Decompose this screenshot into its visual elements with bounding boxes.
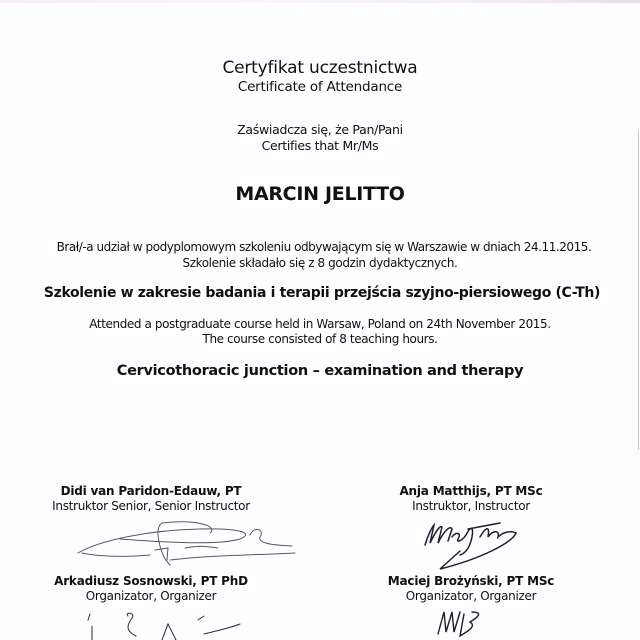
signatory-role: Instruktor Senior, Senior Instructor (52, 499, 250, 513)
signatory-organizer-2 (340, 574, 602, 604)
attendance-statement-polish-line-1: Brał/-a udział w podyplomowym szkoleniu odbywającym się w Warszawie w dniach 24.11.2015. (56, 240, 592, 254)
handwritten-signature-icon (80, 610, 280, 640)
signatory-role: Instruktor, Instructor (412, 499, 530, 513)
certifies-text-polish: Zaświadcza się, że Pan/Pani (237, 122, 403, 137)
certificate-title-polish: Certyfikat uczestnictwa (222, 58, 418, 78)
signatory-role: Organizator, Organizer (405, 589, 537, 603)
signatory-name: Maciej Brożyński, PT MSc (387, 574, 555, 588)
attendance-statement-english-line-1: Attended a postgraduate course held in Warsaw, Poland on 24th November 2015. (89, 317, 551, 331)
certificate-title-english: Certificate of Attendance (237, 79, 403, 95)
handwritten-signature-icon (400, 515, 550, 575)
signatory-senior-instructor (0, 484, 302, 514)
signatory-organizer-1 (0, 574, 302, 604)
certifies-text-english: Certifies that Mr/Ms (261, 138, 379, 153)
course-title-english: Cervicothoracic junction – examination and therapy (116, 363, 524, 379)
signatory-role: Organizator, Organizer (85, 589, 217, 603)
signatory-name: Anja Matthijs, PT MSc (399, 484, 543, 498)
signatory-instructor (340, 484, 602, 514)
attendance-statement-polish-line-2: Szkolenie składało się z 8 godzin dydaktycznych. (182, 256, 458, 270)
signatory-name: Arkadiusz Sosnowski, PT PhD (54, 574, 248, 588)
scan-edge-shading (0, 0, 640, 3)
attendance-statement-english-line-2: The course consisted of 8 teaching hours. (202, 332, 438, 346)
handwritten-signature-icon (60, 515, 310, 575)
signatory-name: Didi van Paridon-Edauw, PT (60, 484, 242, 498)
recipient-name: MARCIN JELITTO (235, 183, 405, 205)
course-title-polish: Szkolenie w zakresie badania i terapii przejścia szyjno-piersiowego (C-Th) (43, 285, 601, 301)
handwritten-signature-icon (430, 606, 520, 640)
